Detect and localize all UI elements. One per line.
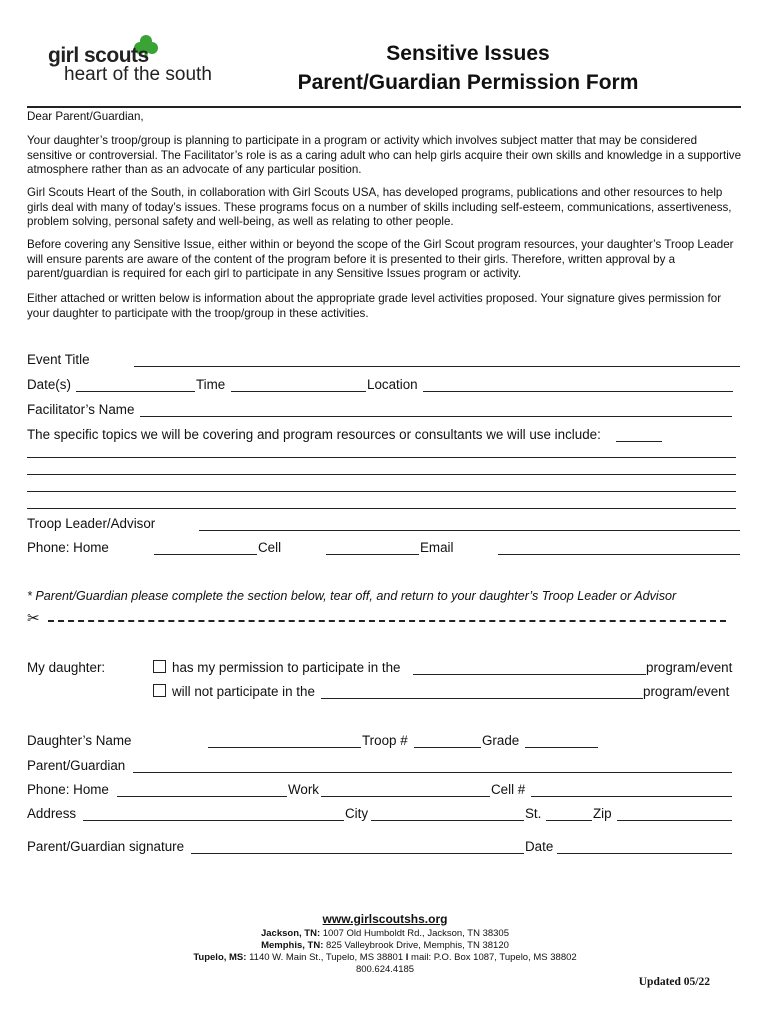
form-title-line1: Sensitive Issues [386, 42, 550, 65]
troop-leader-label: Troop Leader/Advisor [27, 516, 156, 531]
permission-yes-label: has my permission to participate in the [172, 660, 401, 675]
time-label: Time [196, 377, 226, 392]
event-title-label: Event Title [27, 352, 90, 367]
facilitator-label: Facilitator’s Name [27, 402, 135, 417]
time-field[interactable] [231, 391, 366, 392]
state-field[interactable] [546, 820, 592, 821]
location-label: Location [367, 377, 418, 392]
logo-brand: girl scouts [48, 44, 149, 67]
signature-field[interactable] [191, 853, 524, 854]
address-field[interactable] [83, 820, 344, 821]
troop-leader-field[interactable] [199, 530, 740, 531]
form-title-line2: Parent/Guardian Permission Form [297, 71, 639, 94]
tear-line [48, 620, 726, 622]
updated-date: Updated 05/22 [638, 976, 710, 988]
salutation: Dear Parent/Guardian, [27, 110, 144, 123]
parent-guardian-field[interactable] [133, 772, 732, 773]
phone-home-label: Phone: Home [27, 540, 109, 555]
topics-field-line-0[interactable] [616, 441, 662, 442]
grade-field[interactable] [525, 747, 598, 748]
logo-council: heart of the south [64, 64, 212, 85]
zip-field[interactable] [617, 820, 732, 821]
details-phone-home-field[interactable] [117, 796, 287, 797]
email-field[interactable] [498, 554, 740, 555]
mail-address: mail: P.O. Box 1087, Tupelo, MS 38802 [411, 952, 577, 963]
state-label: St. [525, 806, 542, 821]
footer-website[interactable]: www.girlscoutshs.org [322, 912, 448, 926]
topics-field-line-4[interactable] [27, 508, 736, 509]
cell-field[interactable] [326, 554, 419, 555]
permission-no-checkbox[interactable] [153, 684, 166, 697]
program-event-label-1: program/event [646, 660, 733, 675]
permission-no-label: will not participate in the [172, 684, 315, 699]
address-label: Address [27, 806, 77, 821]
troop-field[interactable] [414, 747, 481, 748]
details-phone-home-label: Phone: Home [27, 782, 109, 797]
paragraph-2: Girl Scouts Heart of the South, in collaboration with Girl Scouts USA, has developed programs, publications and other resources to help girls deal with many of today’s issues. These programs focus on a number of skills including self-esteem, communications, assertiveness, problem solving, personal safety and well-being, as well as relating to other people. [27, 186, 732, 228]
memphis-label: Memphis, TN: [261, 940, 324, 951]
event-title-field[interactable] [134, 366, 740, 367]
facilitator-field[interactable] [140, 416, 732, 417]
footer-phone: 800.624.4185 [355, 964, 415, 975]
phone-home-field[interactable] [154, 554, 257, 555]
paragraph-4: Either attached or written below is information about the appropriate grade level activities proposed. Your signature gives permission for your daughter to participate with the troop/group in these activities. [27, 292, 722, 320]
dates-field[interactable] [76, 391, 195, 392]
paragraph-1: Your daughter’s troop/group is planning to participate in a program or activity which involves subject matter that may be considered sensitive or controversial. The Facilitator’s role is as a caring adult who can help girls acquire their own skills and knowledge in a supportive atmosphere rather than as an advocate of any particular position. [27, 134, 742, 176]
city-label: City [345, 806, 369, 821]
details-cell-field[interactable] [531, 796, 732, 797]
cell-label: Cell [258, 540, 282, 555]
topics-field-line-1[interactable] [27, 457, 736, 458]
topics-field-line-3[interactable] [27, 491, 736, 492]
grade-label: Grade [482, 733, 520, 748]
memphis-address: 825 Valleybrook Drive, Memphis, TN 38120 [326, 940, 509, 951]
parent-guardian-label: Parent/Guardian [27, 758, 126, 773]
permission-yes-checkbox[interactable] [153, 660, 166, 673]
scissors-icon: ✂ [27, 609, 40, 627]
details-cell-label: Cell # [491, 782, 526, 797]
work-label: Work [288, 782, 319, 797]
topics-field-line-2[interactable] [27, 474, 736, 475]
work-field[interactable] [321, 796, 490, 797]
program-no-field[interactable] [321, 698, 643, 699]
email-label: Email [420, 540, 454, 555]
daughters-name-field[interactable] [208, 747, 361, 748]
footer-memphis [0, 940, 770, 952]
footer-jackson [0, 928, 770, 940]
paragraph-3: Before covering any Sensitive Issue, either within or beyond the scope of the Girl Scout program resources, your daughter’s Troop Leader will ensure parents are aware of the content of the program before it is presented to their girls. Therefore, written approval by a parent/guardian is required for each girl to participate in any Sensitive Issues program or activity. [27, 238, 734, 280]
date-field[interactable] [557, 853, 732, 854]
program-event-label-2: program/event [643, 684, 730, 699]
my-daughter-label: My daughter: [27, 660, 106, 675]
dates-label: Date(s) [27, 377, 71, 392]
topics-label: The specific topics we will be covering and program resources or consultants we will use include: [27, 427, 601, 442]
address-separator: I [405, 952, 409, 963]
logo [48, 34, 228, 92]
location-field[interactable] [423, 391, 733, 392]
header-divider [27, 106, 741, 108]
tupelo-label: Tupelo, MS: [193, 952, 247, 963]
signature-label: Parent/Guardian signature [27, 839, 185, 854]
date-label: Date [525, 839, 554, 854]
tupelo-address: 1140 W. Main St., Tupelo, MS 38801 [249, 952, 404, 963]
tear-off-instruction: * Parent/Guardian please complete the section below, tear off, and return to your daughter’s Troop Leader or Advisor [27, 589, 677, 603]
jackson-address: 1007 Old Humboldt Rd., Jackson, TN 38305 [322, 928, 509, 939]
zip-label: Zip [593, 806, 612, 821]
footer-tupelo [0, 952, 770, 964]
daughters-name-label: Daughter’s Name [27, 733, 132, 748]
troop-label: Troop # [362, 733, 408, 748]
program-yes-field[interactable] [413, 674, 646, 675]
jackson-label: Jackson, TN: [260, 928, 321, 939]
city-field[interactable] [371, 820, 524, 821]
